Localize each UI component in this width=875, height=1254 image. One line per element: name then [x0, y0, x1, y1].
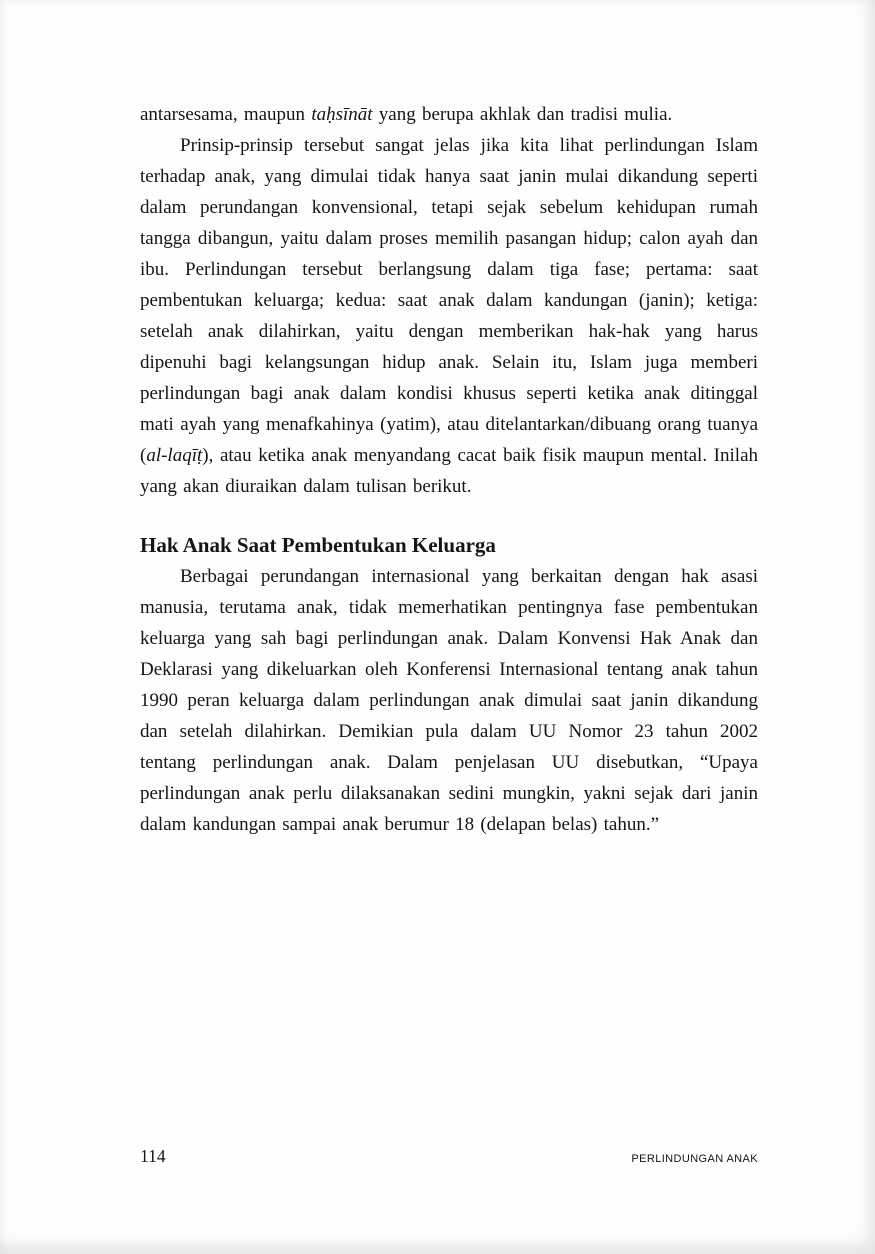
page-number: 114 [140, 1146, 166, 1166]
page-footer [140, 1146, 758, 1167]
text-segment: ), atau ketika anak menyandang cacat baik fisik maupun mental. Inilah yang akan diuraikan dalam tulisan berikut. [140, 445, 758, 497]
paragraph [140, 99, 758, 130]
running-footer-title: PERLINDUNGAN ANAK [631, 1153, 758, 1165]
text-segment: yang berupa akhlak dan tradisi mulia. [372, 104, 673, 125]
paragraph [140, 130, 758, 502]
italic-term: taḥsīnāt [311, 104, 373, 125]
italic-term: al-laqīṭ [146, 445, 203, 466]
section-heading: Hak Anak Saat Pembentukan Keluarga [140, 533, 496, 557]
text-segment: antarsesama, maupun [140, 104, 312, 125]
text-segment: Prinsip-prinsip tersebut sangat jelas jika kita lihat perlindungan Islam terhadap anak, yang dimulai tidak hanya saat janin mulai dikandung seperti dalam perundangan konvensional, tetapi sejak sebelum kehidupan rumah tangga dibangun, yaitu dalam proses memilih pasangan hidup; calon ayah dan ibu. Perlindungan tersebut berlangsung dalam tiga fase; pertama: saat pembentukan keluarga; kedua: saat anak dalam kandungan (janin); ketiga: setelah anak dilahirkan, yaitu dengan memberikan hak-hak yang harus dipenuhi bagi kelangsungan hidup anak. Selain itu, Islam juga memberi perlindungan bagi anak dalam kondisi khusus seperti ketika anak ditinggal mati ayah yang menafkahinya (yatim), atau ditelantarkan/dibuang orang tuanya ( [140, 135, 758, 466]
text-segment: Berbagai perundangan internasional yang berkaitan dengan hak asasi manusia, terutama anak, tidak memerhatikan pentingnya fase pembentukan keluarga yang sah bagi perlindungan anak. Dalam Konvensi Hak Anak dan Deklarasi yang dikeluarkan oleh Konferensi Internasional tentang anak tahun 1990 peran keluarga dalam perlindungan anak dimulai saat janin dikandung dan setelah dilahirkan. Demikian pula dalam UU Nomor 23 tahun 2002 tentang perlindungan anak. Dalam penjelasan UU disebutkan, “Upaya perlindungan anak perlu dilaksanakan sedini mungkin, yakni sejak dari janin dalam kandungan sampai anak berumur 18 (delapan belas) tahun.” [140, 566, 758, 835]
page-content [140, 99, 758, 840]
paragraph [140, 561, 758, 840]
